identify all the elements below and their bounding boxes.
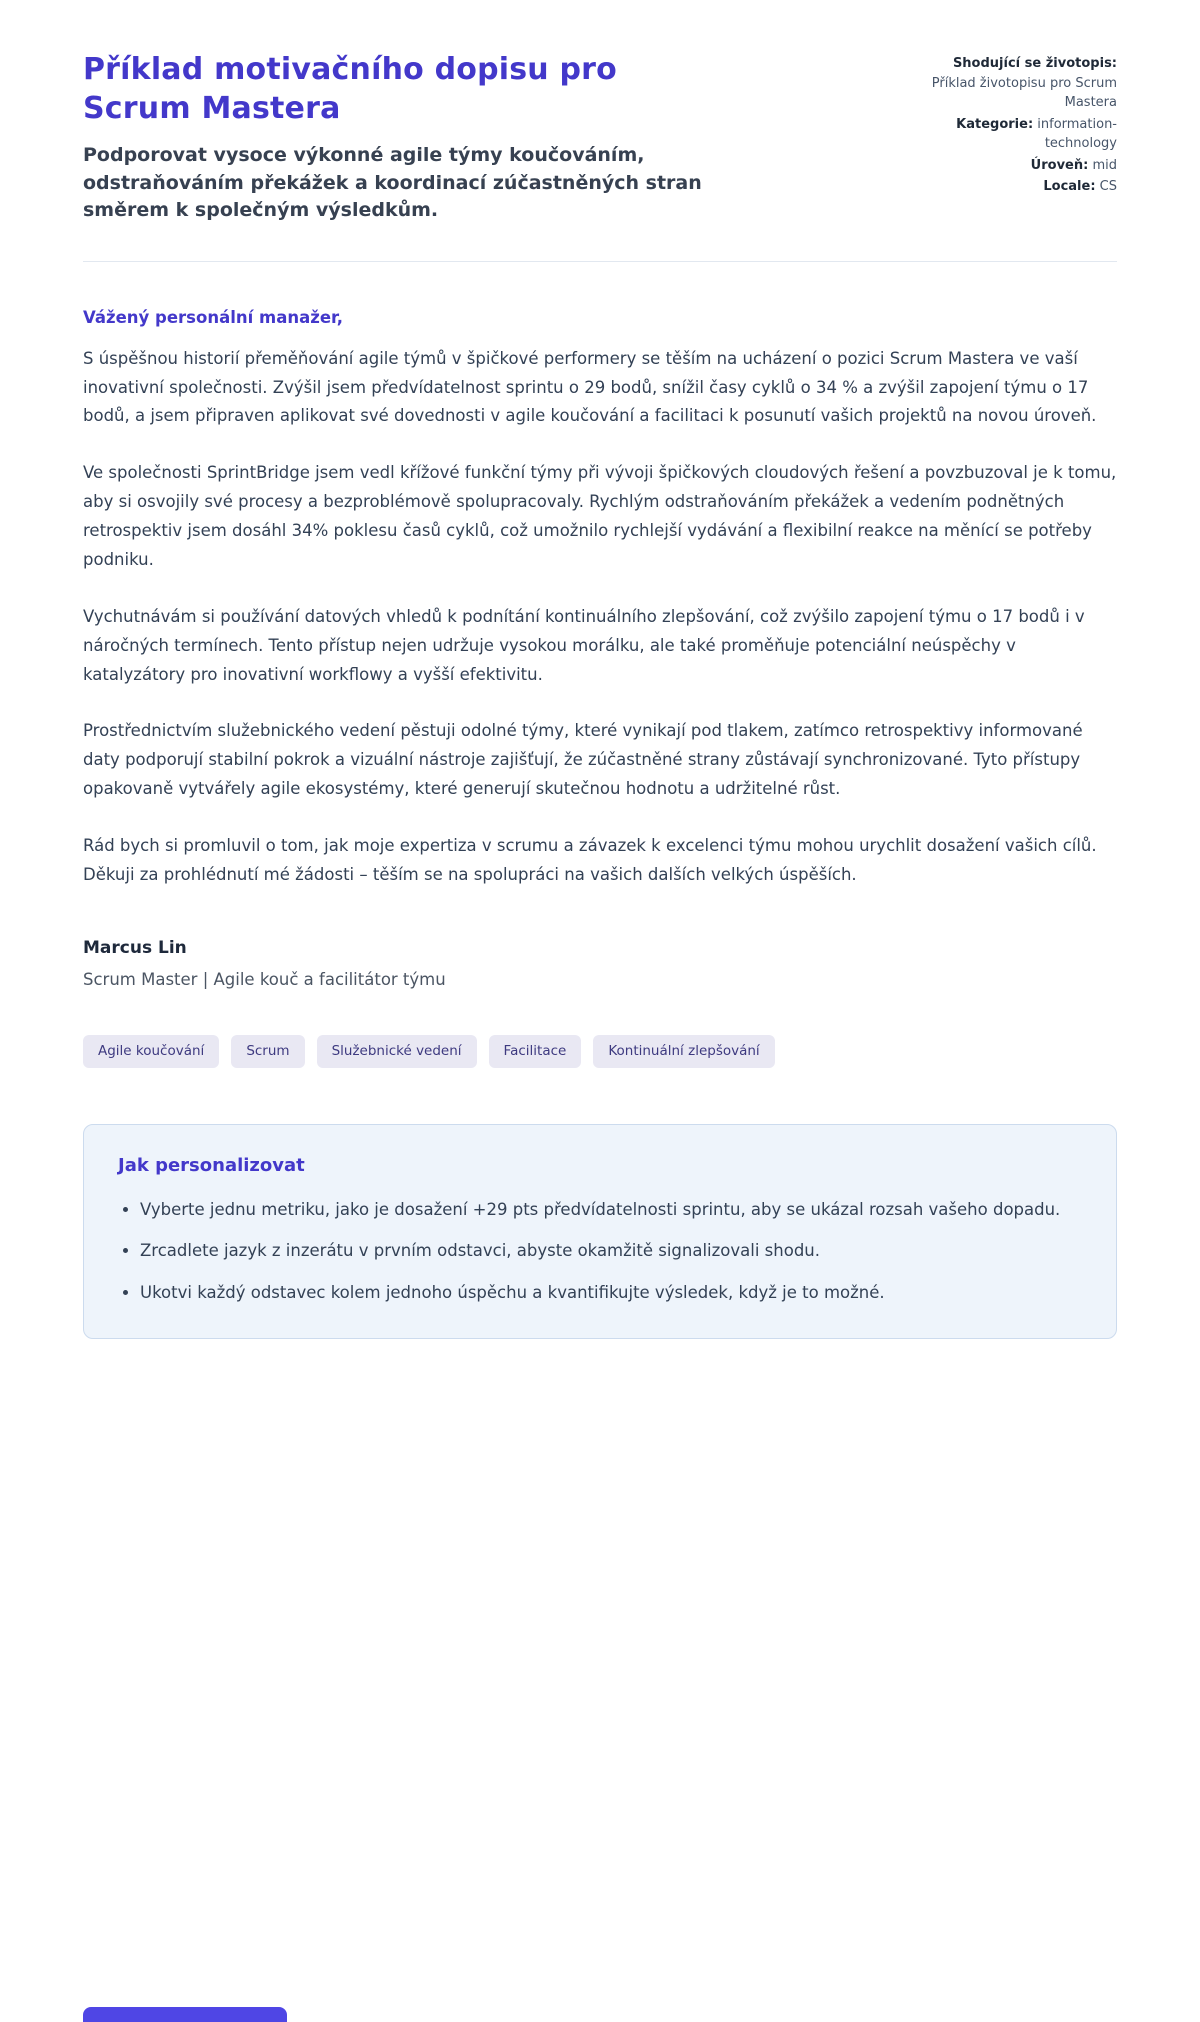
tag-servant-leadership[interactable]: Služebnické vedení xyxy=(317,1035,477,1069)
meta-locale-label: Locale: xyxy=(1043,179,1096,194)
meta-category-value: information-technology xyxy=(1033,116,1117,151)
meta-matching-resume-label: Shodující se životopis: xyxy=(952,56,1117,71)
letter-paragraph: S úspěšnou historií přeměňování agile týmů v špičkové performery se těším na ucházení o pozici Scrum Mastera ve vaší inovativní společnosti. Zvýšil jsem předvídatelnost sprintu o 29 bodů, snížil časy cyklů o 34 % a zvýšil zapojení týmu o 17 bodů, a jsem připraven aplikovat své dovednosti v agile koučování a facilitaci k posunutí vašich projektů na novou úroveň. xyxy=(83,348,1097,426)
document-header xyxy=(83,50,1117,225)
primary-cta-button-partial[interactable] xyxy=(83,2007,287,2022)
header-divider xyxy=(83,261,1117,262)
meta-category xyxy=(927,115,1117,154)
cover-letter-body xyxy=(83,308,1117,989)
personalize-list xyxy=(118,1196,1082,1306)
personalize-info-box xyxy=(83,1124,1117,1339)
meta-level xyxy=(927,156,1117,176)
meta-matching-resume-value: Příklad životopisu pro Scrum Mastera xyxy=(931,75,1117,110)
letter-salutation: Vážený personální manažer, xyxy=(83,307,344,327)
letter-paragraph: Prostřednictvím služebnického vedení pěstuji odolné týmy, které vynikají pod tlakem, zatímco retrospektivy informované daty podporují stabilní pokrok a vizuální nástroje zajišťují, že zúčastněné strany zůstávají synchronizované. Tyto přístupy opakovaně vytvářely agile ekosystémy, které generují skutečnou hodnotu a udržitelné růst. xyxy=(83,721,1083,799)
tag-facilitation[interactable]: Facilitace xyxy=(489,1035,582,1069)
tag-agile-coaching[interactable]: Agile koučování xyxy=(83,1035,219,1069)
tag-list xyxy=(83,1035,1117,1069)
letter-paragraph: Vychutnávám si používání datových vhledů k podnítání kontinuálního zlepšování, což zvýšilo zapojení týmu o 17 bodů i v náročných termínech. Tento přístup nejen udržuje vysokou morálku, ale také proměňuje potenciální neúspěchy v katalyzátory pro inovativní workflowy a vyšší efektivitu. xyxy=(83,606,1085,684)
header-title-block xyxy=(83,50,723,225)
page-container xyxy=(83,0,1117,1339)
meta-locale-value: CS xyxy=(1095,179,1117,194)
meta-level-label: Úroveň: xyxy=(1030,157,1089,173)
tag-scrum[interactable]: Scrum xyxy=(231,1035,304,1069)
letter-paragraph: Rád bych si promluvil o tom, jak moje expertiza v scrumu a závazek k excelenci týmu mohou urychlit dosažení vašich cílů. Děkuji za prohlédnutí mé žádosti – těším se na spolupráci na vašich dalších velkých úspěších. xyxy=(83,836,1097,884)
page-subtitle: Podporovat vysoce výkonné agile týmy koučováním, odstraňováním překážek a koordinací zúčastněných stran směrem k společným výsledkům. xyxy=(83,144,702,222)
tag-continuous-improvement[interactable]: Kontinuální zlepšování xyxy=(593,1035,774,1069)
personalize-title: Jak personalizovat xyxy=(118,1155,305,1177)
meta-locale xyxy=(927,177,1117,197)
document-meta xyxy=(927,50,1117,199)
meta-level-value: mid xyxy=(1088,157,1117,173)
meta-matching-resume xyxy=(927,54,1117,113)
personalize-item: • Zrcadlete jazyk z inzerátu v prvním odstavci, abyste okamžitě signalizovali shodu. xyxy=(140,1237,1082,1264)
page-title: Příklad motivačního dopisu pro Scrum Mastera xyxy=(83,52,617,126)
personalize-item: • Ukotvi každý odstavec kolem jednoho úspěchu a kvantifikujte výsledek, když je to možné. xyxy=(140,1279,1082,1306)
meta-category-label: Kategorie: xyxy=(956,116,1034,132)
signature-name: Marcus Lin xyxy=(83,937,187,958)
signature-role: Scrum Master | Agile kouč a facilitátor týmu xyxy=(83,969,446,989)
letter-paragraph: Ve společnosti SprintBridge jsem vedl křížové funkční týmy při vývoji špičkových cloudových řešení a povzbuzoval je k tomu, aby si osvojily své procesy a bezproblémově spolupracovaly. Rychlým odstraňováním překážek a vedením podnětných retrospektiv jsem dosáhl 34% poklesu časů cyklů, což umožnilo rychlejší vydávání a flexibilní reakce na měnící se potřeby podniku. xyxy=(83,463,1117,569)
personalize-item: • Vyberte jednu metriku, jako je dosažení +29 pts předvídatelnosti sprintu, aby se ukázal rozsah vašeho dopadu. xyxy=(140,1196,1082,1223)
